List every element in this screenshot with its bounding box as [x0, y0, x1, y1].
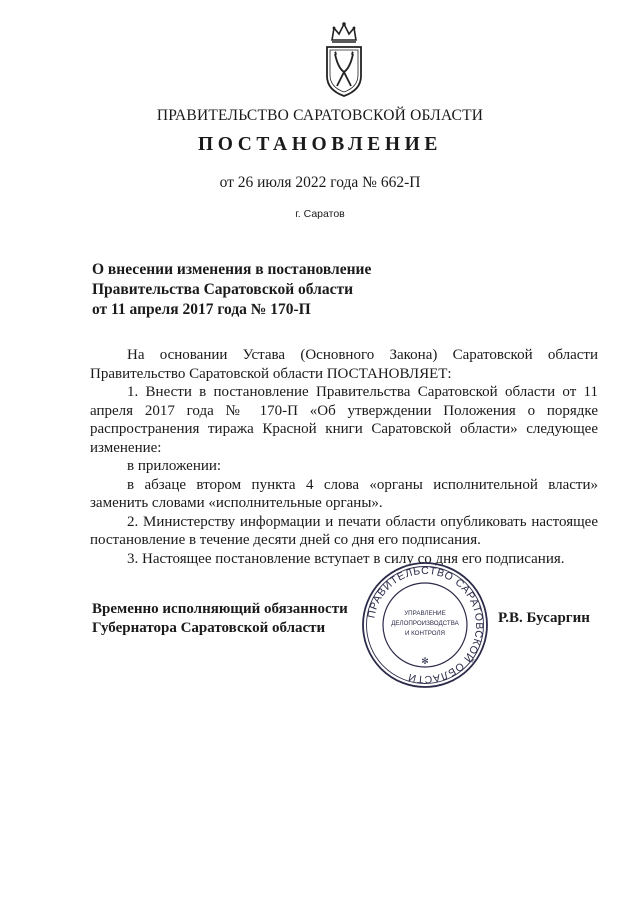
- stamp-inner-line: ДЕЛОПРОИЗВОДСТВА: [391, 620, 459, 627]
- signatory-position-line: Временно исполняющий обязанности: [92, 601, 348, 617]
- signatory-position: [92, 600, 392, 638]
- subject-line: от 11 апреля 2017 года № 170-П: [92, 301, 311, 318]
- government-title: ПРАВИТЕЛЬСТВО САРАТОВСКОЙ ОБЛАСТИ: [156, 107, 484, 124]
- saratov-coat-of-arms-icon: [322, 20, 366, 98]
- document-subject: [92, 260, 452, 320]
- stamp-star-icon: ✻: [421, 657, 429, 667]
- body-paragraph: в приложении:: [127, 458, 222, 474]
- signatory-position-line: Губернатора Саратовской области: [92, 620, 326, 636]
- official-stamp: [360, 560, 490, 690]
- body-paragraph: 1. Внести в постановление Правительства Саратовской области от 11 апреля 2017 года № 170-П «Об утверждении Положения о порядке распространения тиража Красной книги Саратовской области» следующее изменение:: [90, 384, 598, 456]
- stamp-outer-text: ПРАВИТЕЛЬСТВО САРАТОВСКОЙ ОБЛАСТИ: [365, 564, 486, 686]
- body-paragraph: 3. Настоящее постановление вступает в силу со дня его подписания.: [127, 550, 565, 567]
- body-paragraph: На основании Устава (Основного Закона) Саратовской области Правительство Саратовской области ПОСТАНОВЛЯЕТ:: [90, 347, 598, 382]
- signatory-name: Р.В. Бусаргин: [498, 610, 590, 626]
- stamp-inner-line: И КОНТРОЛЯ: [404, 630, 446, 637]
- body-paragraph: 2. Министерству информации и печати области опубликовать настоящее постановление в течение десяти дней со дня его подписания.: [90, 513, 598, 548]
- document-type: ПОСТАНОВЛЕНИЕ: [197, 134, 443, 155]
- subject-line: Правительства Саратовской области: [92, 281, 353, 298]
- document-body: [90, 346, 598, 568]
- document-city: г. Саратов: [295, 208, 345, 220]
- subject-line: О внесении изменения в постановление: [92, 261, 372, 278]
- document-date-number: от 26 июля 2022 года № 662-П: [219, 174, 421, 191]
- stamp-inner-line: УПРАВЛЕНИЕ: [404, 610, 446, 617]
- body-paragraph: в абзаце втором пункта 4 слова «органы исполнительной власти» заменить словами «исполнительные органы».: [90, 476, 598, 511]
